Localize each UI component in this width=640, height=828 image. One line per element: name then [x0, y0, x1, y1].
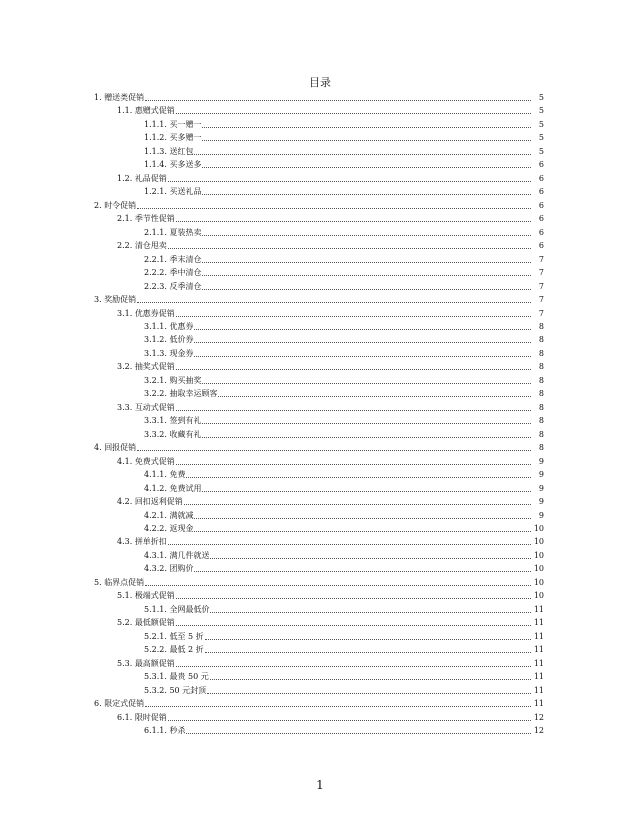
toc-entry-label	[144, 158, 201, 171]
toc-entry-page: 11	[533, 672, 544, 682]
toc-entry-number: 1.2.1.	[144, 187, 167, 197]
toc-leader-dots	[202, 118, 531, 128]
toc-entry[interactable]	[0, 333, 640, 346]
toc-entry-page: 11	[533, 604, 544, 614]
toc-entry-text: 最高额促销	[134, 658, 175, 668]
toc-entry-label	[144, 320, 193, 333]
toc-entry-number: 4.	[94, 443, 102, 453]
toc-entry-page: 10	[533, 524, 544, 533]
toc-entry-number: 3.2.	[117, 362, 133, 372]
toc-entry[interactable]	[0, 91, 640, 104]
toc-leader-dots	[145, 576, 531, 586]
toc-entry[interactable]	[0, 522, 640, 535]
toc-entry-text: 互动式促销	[134, 402, 175, 412]
toc-entry-page: 8	[538, 429, 544, 439]
toc-entry-page: 11	[533, 631, 544, 641]
toc-entry-label	[117, 172, 167, 185]
toc-entry-page: 6	[538, 214, 544, 224]
toc-entry-page: 9	[538, 470, 544, 480]
toc-entry-label	[144, 185, 201, 198]
toc-leader-dots	[194, 333, 531, 343]
toc-entry-page: 10	[533, 564, 544, 574]
toc-leader-dots	[186, 724, 531, 734]
toc-entry-number: 1.1.2.	[144, 133, 167, 143]
toc-entry[interactable]	[0, 657, 640, 670]
toc-entry[interactable]	[0, 576, 640, 589]
toc-entry[interactable]	[0, 455, 640, 468]
toc-entry-text: 惠赠式促销	[134, 106, 175, 116]
toc-leader-dots	[168, 239, 531, 249]
toc-entry-label	[94, 576, 144, 589]
toc-entry[interactable]	[0, 387, 640, 400]
toc-leader-dots	[168, 535, 531, 545]
toc-leader-dots	[137, 293, 531, 303]
toc-entry-number: 5.2.1.	[144, 631, 167, 641]
toc-entry-label	[94, 697, 144, 710]
toc-leader-dots	[202, 158, 531, 168]
toc-entry-number: 4.2.1.	[144, 510, 167, 520]
toc-entry-text: 50 元封顶	[169, 685, 207, 695]
toc-entry-text: 团购价	[169, 564, 194, 574]
toc-entry-text: 季末清仓	[169, 254, 202, 264]
toc-entry-label	[144, 643, 204, 656]
toc-leader-dots	[186, 468, 531, 478]
toc-entry-text: 买一赠一	[169, 119, 202, 129]
toc-entry-page: 7	[538, 308, 544, 318]
toc-entry-number: 4.1.1.	[144, 470, 167, 480]
toc-entry-text: 反季清仓	[169, 281, 202, 291]
toc-entry-text: 返现金	[169, 524, 194, 533]
toc-entry-page: 6	[538, 187, 544, 197]
toc-entry[interactable]	[0, 253, 640, 266]
toc-entry-number: 3.2.2.	[144, 389, 167, 399]
toc-leader-dots	[168, 711, 531, 721]
toc-entry-label	[144, 684, 206, 697]
toc-entry-page: 12	[533, 726, 544, 736]
toc-entry-label	[144, 724, 185, 737]
toc-entry-number: 3.1.3.	[144, 348, 167, 358]
toc-entry-label	[144, 562, 193, 575]
toc-entry[interactable]	[0, 643, 640, 656]
toc-entry[interactable]	[0, 414, 640, 427]
toc-entry-page: 9	[538, 456, 544, 466]
toc-entry-text: 奖励促销	[104, 295, 137, 305]
toc-entry-text: 送红包	[169, 146, 194, 156]
toc-entry-number: 1.1.	[117, 106, 133, 116]
toc-entry-number: 3.	[94, 295, 102, 305]
toc-leader-dots	[210, 549, 531, 559]
toc-entry-label	[144, 468, 185, 481]
toc-entry-text: 满就减	[169, 510, 194, 520]
toc-leader-dots	[202, 414, 531, 424]
toc-entry-page: 7	[538, 254, 544, 264]
toc-entry-number: 4.3.1.	[144, 550, 167, 560]
toc-entry-text: 最低 2 折	[169, 645, 204, 655]
toc-entry-label	[144, 374, 201, 387]
toc-entry-number: 3.3.1.	[144, 416, 167, 426]
toc-entry-text: 极端式促销	[134, 591, 175, 601]
toc-entry-text: 赠送类促销	[104, 93, 145, 102]
toc-entry-page: 5	[538, 146, 544, 156]
toc-entry[interactable]	[0, 616, 640, 629]
toc-entry[interactable]	[0, 630, 640, 643]
toc-entry-text: 购买抽奖	[169, 375, 202, 385]
toc-entry[interactable]	[0, 307, 640, 320]
toc-entry-number: 5.3.	[117, 658, 133, 668]
toc-entry[interactable]	[0, 589, 640, 602]
toc-leader-dots	[218, 387, 531, 397]
toc-entry-page: 8	[538, 389, 544, 399]
toc-entry[interactable]	[0, 711, 640, 724]
toc-entry-label	[144, 428, 201, 441]
toc-entry-text: 季节性促销	[134, 214, 175, 224]
toc-entry-text: 现金券	[169, 348, 194, 358]
toc-entry[interactable]	[0, 684, 640, 697]
toc-entry-number: 3.1.2.	[144, 335, 167, 345]
toc-leader-dots	[194, 145, 531, 155]
toc-leader-dots	[202, 374, 531, 384]
toc-entry-number: 1.2.	[117, 173, 133, 183]
toc-entry-label	[117, 360, 175, 373]
toc-entry-text: 最低额促销	[134, 618, 175, 628]
toc-leader-dots	[205, 630, 531, 640]
toc-entry[interactable]	[0, 495, 640, 508]
toc-entry-number: 1.	[94, 93, 102, 102]
toc-entry-text: 低至 5 折	[169, 631, 204, 641]
toc-entry-label	[144, 509, 193, 522]
toc-leader-dots	[210, 603, 531, 613]
toc-entry-page: 6	[538, 173, 544, 183]
toc-entry-page: 5	[538, 133, 544, 143]
toc-leader-dots	[176, 307, 531, 317]
toc-entry-number: 4.3.2.	[144, 564, 167, 574]
toc-entry[interactable]	[0, 697, 640, 710]
toc-leader-dots	[137, 441, 531, 451]
toc-entry-number: 3.3.	[117, 402, 133, 412]
toc-entry-page: 8	[538, 402, 544, 412]
toc-entry-page: 10	[533, 537, 544, 547]
toc-entry[interactable]	[0, 104, 640, 117]
toc-entry[interactable]	[0, 199, 640, 212]
toc-entry-label	[144, 280, 201, 293]
toc-entry-text: 优惠券	[169, 321, 194, 331]
toc-entry-number: 4.2.	[117, 497, 133, 507]
toc-entry-label	[144, 333, 193, 346]
toc-leader-dots	[205, 643, 531, 653]
toc-leader-dots	[202, 185, 531, 195]
toc-entry[interactable]	[0, 239, 640, 252]
toc-entry-label	[144, 253, 201, 266]
toc-entry-label	[117, 212, 175, 225]
toc-entry-number: 3.1.	[117, 308, 133, 318]
toc-entry-label	[117, 589, 175, 602]
toc-leader-dots	[202, 428, 531, 438]
toc-entry-text: 夏装热卖	[169, 227, 202, 237]
toc-entry-page: 9	[538, 497, 544, 507]
toc-entry[interactable]	[0, 562, 640, 575]
toc-entry-label	[117, 657, 175, 670]
toc-leader-dots	[194, 562, 531, 572]
toc-entry-page: 11	[533, 685, 544, 695]
toc-entry-page: 7	[538, 295, 544, 305]
toc-entry[interactable]	[0, 482, 640, 495]
toc-entry-number: 1.1.1.	[144, 119, 167, 129]
toc-entry-page: 10	[533, 577, 544, 587]
toc-entry-page: 11	[533, 699, 544, 709]
toc-entry-number: 5.2.	[117, 618, 133, 628]
toc-leader-dots	[168, 172, 531, 182]
toc-entry[interactable]	[0, 118, 640, 131]
toc-entry-page: 7	[538, 268, 544, 278]
toc-entry-text: 清仓甩卖	[134, 241, 167, 251]
toc-entry-page: 8	[538, 335, 544, 345]
toc-entry-number: 6.1.	[117, 712, 133, 722]
toc-entry[interactable]	[0, 401, 640, 414]
toc-entry-label	[144, 131, 201, 144]
toc-entry-label	[117, 535, 167, 548]
toc-entry-number: 2.2.1.	[144, 254, 167, 264]
toc-entry-page: 12	[533, 712, 544, 722]
toc-leader-dots	[145, 697, 531, 707]
toc-entry-label	[144, 145, 193, 158]
toc-entry-page: 6	[538, 227, 544, 237]
toc-entry-number: 4.1.	[117, 456, 133, 466]
toc-entry-number: 3.1.1.	[144, 321, 167, 331]
toc-entry-text: 买送礼品	[169, 187, 202, 197]
toc-entry-label	[117, 616, 175, 629]
toc-entry-number: 6.	[94, 699, 102, 709]
toc-entry[interactable]	[0, 293, 640, 306]
toc-leader-dots	[145, 91, 531, 101]
toc-entry-label	[144, 387, 217, 400]
toc-entry-text: 最贵 50 元	[169, 672, 209, 682]
toc-entry[interactable]	[0, 428, 640, 441]
toc-leader-dots	[176, 401, 531, 411]
toc-entry[interactable]	[0, 226, 640, 239]
toc-entry-label	[144, 226, 201, 239]
toc-entry[interactable]	[0, 549, 640, 562]
toc-leader-dots	[210, 670, 531, 680]
toc-entry-text: 礼品促销	[134, 173, 167, 183]
toc-entry[interactable]	[0, 266, 640, 279]
toc-entry-label	[144, 414, 201, 427]
toc-leader-dots	[202, 266, 531, 276]
toc-entry-number: 2.1.1.	[144, 227, 167, 237]
toc-entry-number: 2.2.3.	[144, 281, 167, 291]
toc-entry-number: 3.2.1.	[144, 375, 167, 385]
toc-leader-dots	[137, 199, 531, 209]
toc-entry-text: 签到有礼	[169, 416, 202, 426]
toc-entry-number: 5.1.1.	[144, 604, 167, 614]
toc-entry-label	[144, 347, 193, 360]
toc-entry-page: 5	[538, 119, 544, 129]
toc-entry-number: 4.2.2.	[144, 524, 167, 533]
toc-leader-dots	[176, 616, 531, 626]
toc-entry-text: 临界点促销	[104, 577, 145, 587]
toc-entry-number: 5.1.	[117, 591, 133, 601]
toc-entry-label	[117, 401, 175, 414]
toc-entry-number: 5.2.2.	[144, 645, 167, 655]
toc-entry[interactable]	[0, 603, 640, 616]
toc-entry-number: 4.1.2.	[144, 483, 167, 493]
toc-entry-number: 1.1.4.	[144, 160, 167, 170]
toc-entry-page: 8	[538, 321, 544, 331]
toc-entry-page: 11	[533, 618, 544, 628]
toc-entry-label	[117, 307, 175, 320]
toc-entry-text: 回扣返利促销	[134, 497, 183, 507]
toc-entry-text: 抽取幸运顾客	[169, 389, 218, 399]
toc-entry-number: 5.3.2.	[144, 685, 167, 695]
toc-entry[interactable]	[0, 172, 640, 185]
toc-entry-number: 2.1.	[117, 214, 133, 224]
toc-entry-label	[117, 495, 183, 508]
toc-entry-page: 10	[533, 591, 544, 601]
toc-entry-page: 9	[538, 510, 544, 520]
toc-entry-page: 8	[538, 375, 544, 385]
toc-entry[interactable]	[0, 320, 640, 333]
toc-entry-page: 8	[538, 362, 544, 372]
toc-entry-number: 5.3.1.	[144, 672, 167, 682]
toc-entry-number: 5.	[94, 577, 102, 587]
toc-entry-text: 季中清仓	[169, 268, 202, 278]
toc-entry[interactable]	[0, 212, 640, 225]
toc-entry[interactable]	[0, 185, 640, 198]
toc-entry-label	[117, 455, 175, 468]
toc-entry-page: 8	[538, 443, 544, 453]
toc-entry-text: 秒杀	[169, 726, 186, 736]
toc-entry-label	[144, 603, 209, 616]
toc-entry-label	[144, 630, 204, 643]
toc-leader-dots	[176, 657, 531, 667]
toc-entry[interactable]	[0, 509, 640, 522]
toc-leader-dots	[202, 280, 531, 290]
toc-entry-text: 限定式促销	[104, 699, 145, 709]
toc-entry-label	[94, 199, 136, 212]
toc-entry-text: 免费试用	[169, 483, 202, 493]
toc-entry-number: 4.3.	[117, 537, 133, 547]
toc-entry-page: 7	[538, 281, 544, 291]
toc-entry[interactable]	[0, 441, 640, 454]
toc-entry-text: 免费	[169, 470, 186, 480]
toc-entry-number: 2.	[94, 200, 102, 210]
toc-entry-label	[144, 522, 193, 535]
toc-entry[interactable]	[0, 374, 640, 387]
toc-entry-number: 6.1.1.	[144, 726, 167, 736]
toc-entry[interactable]	[0, 360, 640, 373]
toc-entry-page: 11	[533, 645, 544, 655]
toc-entry-text: 收藏有礼	[169, 429, 202, 439]
toc-entry[interactable]	[0, 280, 640, 293]
toc-leader-dots	[176, 360, 531, 370]
toc-entry[interactable]	[0, 535, 640, 548]
toc-entry-text: 回报促销	[104, 443, 137, 453]
toc-entry-text: 全网最低价	[169, 604, 210, 614]
toc-entry-page: 6	[538, 241, 544, 251]
page-number: 1	[316, 778, 324, 792]
toc-entry[interactable]	[0, 158, 640, 171]
toc-entry-label	[144, 118, 201, 131]
toc-entry-page: 9	[538, 483, 544, 493]
toc-leader-dots	[194, 522, 531, 532]
toc-entry-text: 时令促销	[104, 200, 137, 210]
toc-entry-label	[144, 482, 201, 495]
toc-entry[interactable]	[0, 145, 640, 158]
toc-leader-dots	[176, 212, 531, 222]
toc-leader-dots	[176, 104, 531, 114]
toc-entry-text: 优惠券促销	[134, 308, 175, 318]
toc-entry-label	[117, 239, 167, 252]
toc-leader-dots	[207, 684, 531, 694]
toc-entry-label	[144, 549, 209, 562]
toc-title: 目录	[309, 76, 331, 89]
toc-entry[interactable]	[0, 468, 640, 481]
toc-entry-number: 3.3.2.	[144, 429, 167, 439]
toc-entry-page: 10	[533, 550, 544, 560]
toc-leader-dots	[202, 226, 531, 236]
toc-entry-label	[117, 104, 175, 117]
toc-entry[interactable]	[0, 724, 640, 737]
toc-leader-dots	[176, 589, 531, 599]
toc-leader-dots	[184, 495, 531, 505]
toc-entry-text: 买多赠一	[169, 133, 202, 143]
toc-leader-dots	[176, 455, 531, 465]
toc-entry[interactable]	[0, 347, 640, 360]
toc-entry-text: 抽奖式促销	[134, 362, 175, 372]
toc-entry-page: 5	[538, 93, 544, 102]
toc-leader-dots	[202, 253, 531, 263]
toc-entry-label	[94, 293, 136, 306]
toc-entry-label	[144, 266, 201, 279]
toc-entry-page: 5	[538, 106, 544, 116]
toc-entry-number: 2.2.	[117, 241, 133, 251]
toc-leader-dots	[194, 509, 531, 519]
toc-entry-label	[94, 441, 136, 454]
toc-entry-page: 6	[538, 160, 544, 170]
toc-entry-text: 买多送多	[169, 160, 202, 170]
toc-entry-text: 满几件就送	[169, 550, 210, 560]
toc-entry-text: 限时促销	[134, 712, 167, 722]
toc-entry-text: 低价券	[169, 335, 194, 345]
toc-leader-dots	[202, 482, 531, 492]
toc-entry-page: 8	[538, 348, 544, 358]
toc-entry-number: 2.2.2.	[144, 268, 167, 278]
toc-entry[interactable]	[0, 670, 640, 683]
toc-entry-label	[94, 91, 144, 104]
toc-entry-text: 免费式促销	[134, 456, 175, 466]
toc-entry-page: 8	[538, 416, 544, 426]
toc-entry[interactable]	[0, 131, 640, 144]
toc-leader-dots	[194, 347, 531, 357]
toc-leader-dots	[202, 131, 531, 141]
toc-entry-text: 拼单折扣	[134, 537, 167, 547]
toc-entry-number: 1.1.3.	[144, 146, 167, 156]
toc-leader-dots	[194, 320, 531, 330]
table-of-contents	[0, 91, 640, 738]
toc-entry-page: 11	[533, 658, 544, 668]
toc-entry-label	[144, 670, 209, 683]
toc-entry-page: 6	[538, 200, 544, 210]
toc-entry-label	[117, 711, 167, 724]
